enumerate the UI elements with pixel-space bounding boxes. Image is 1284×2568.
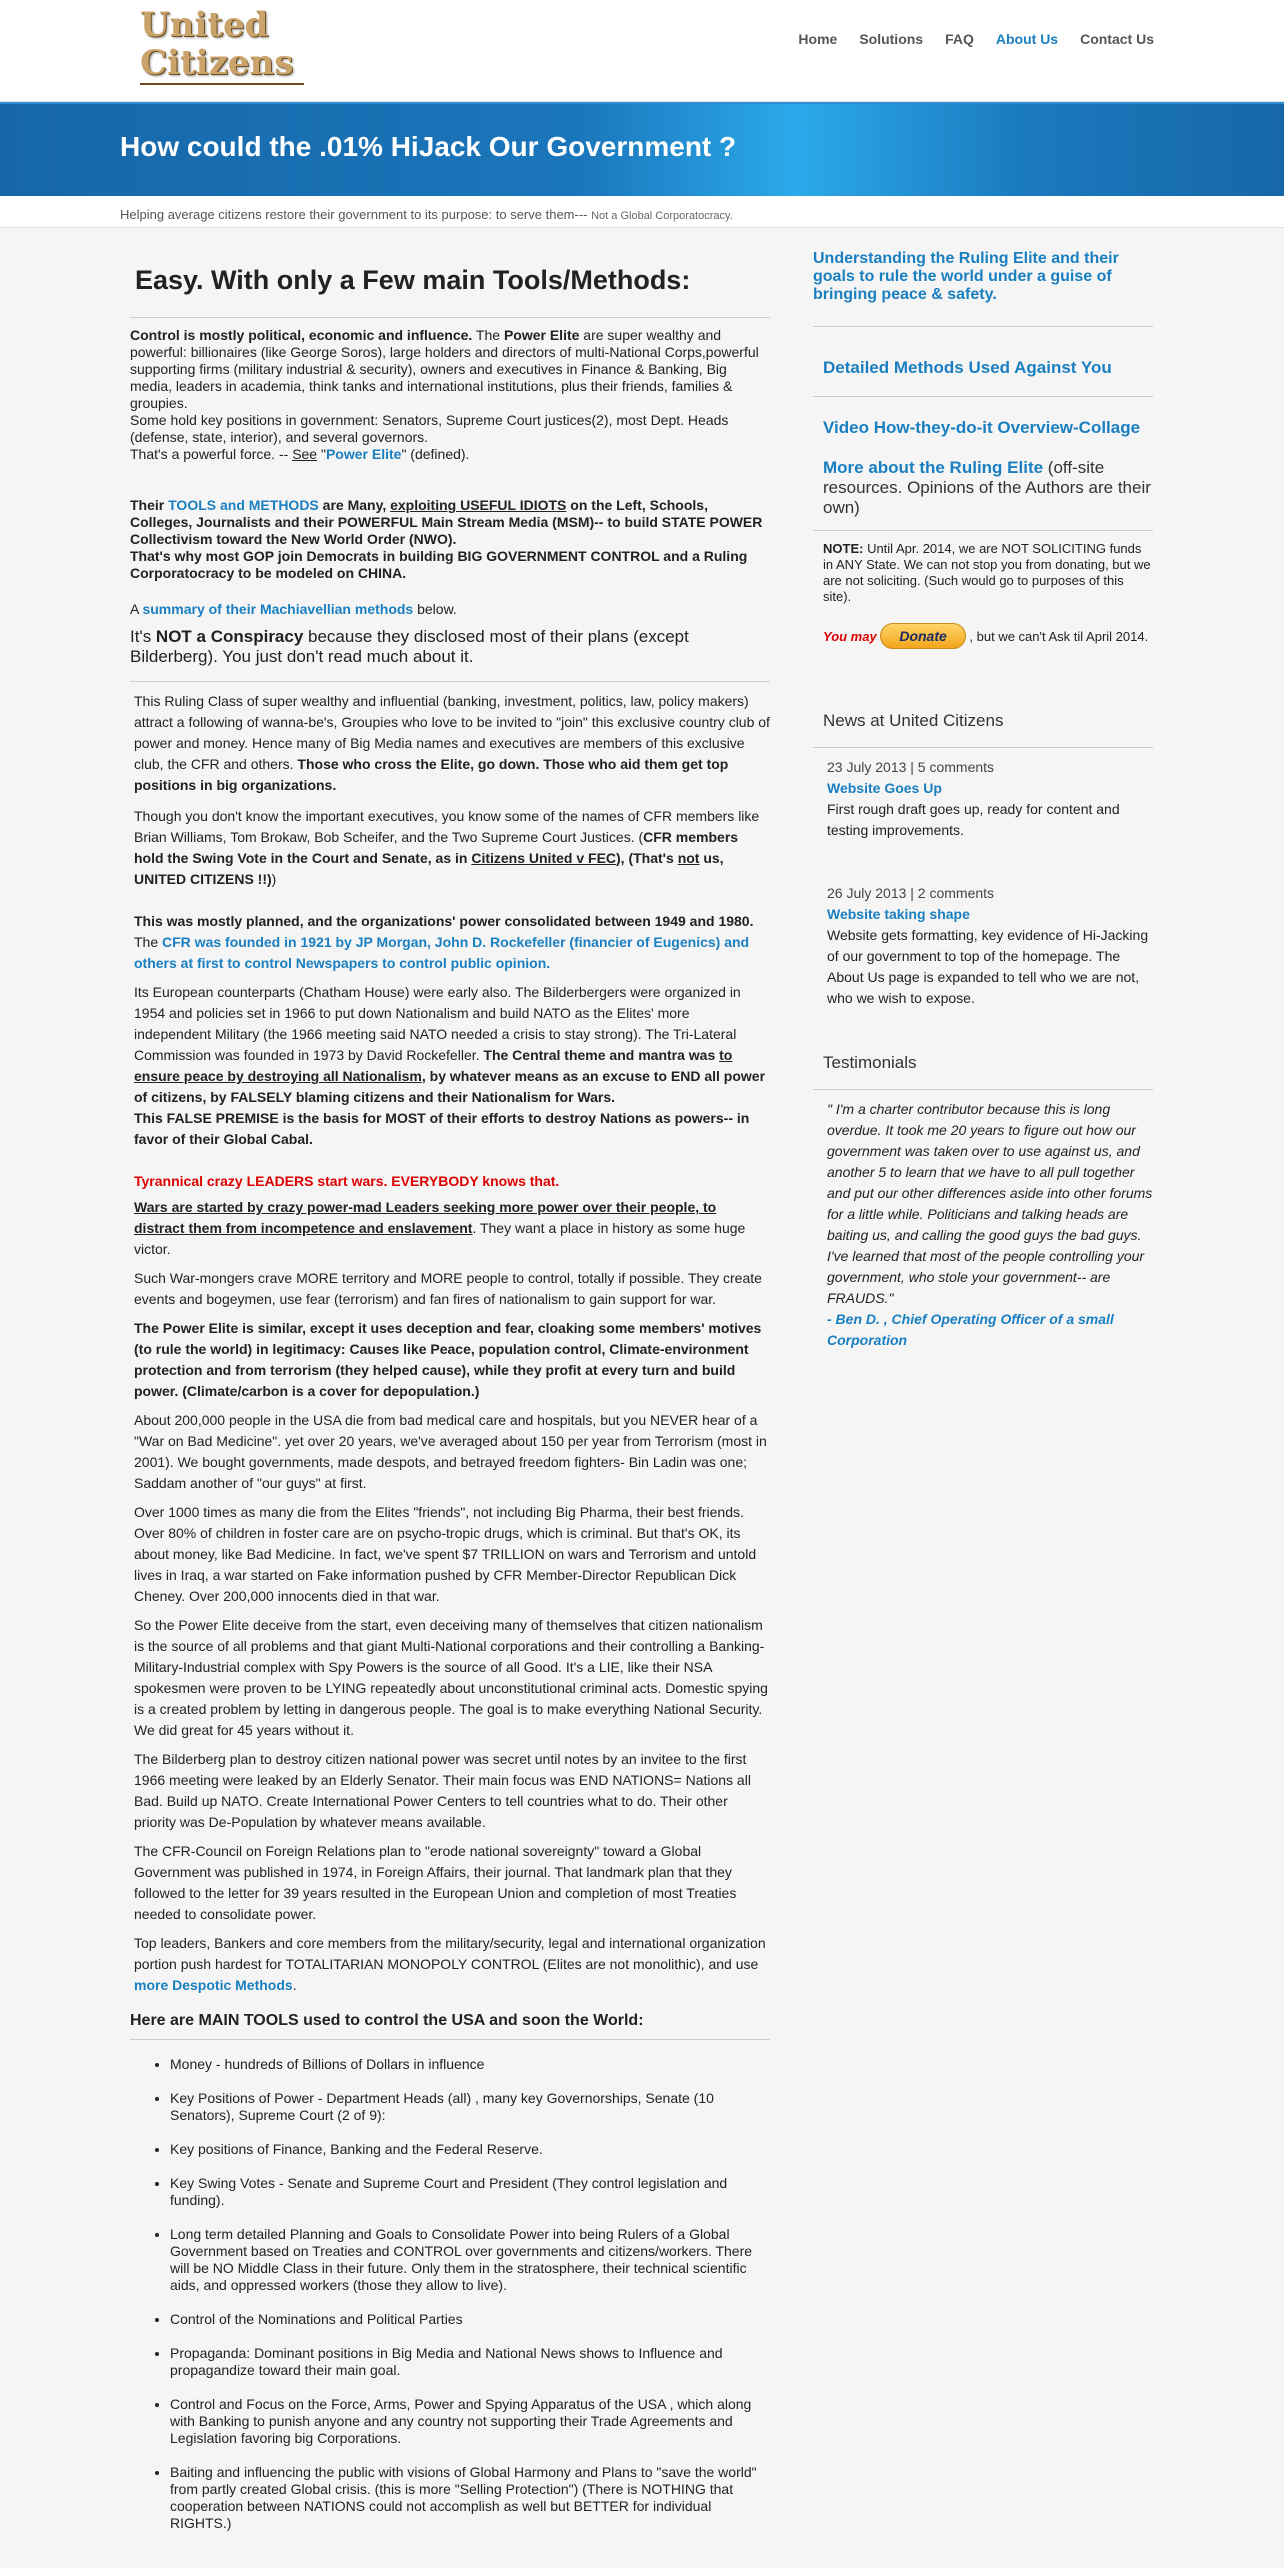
- testimonial: " I'm a charter contributor because this is long overdue. It took me 20 years to figure out how our government was taken over to use against us, and another 5 to learn that we have to all pull together and put our other differences aside into other forums for a little while. Politicians and talking heads are baiting us, and calling the good guys the bad guys. I've learned that most of the people controlling your government, who stole your government-- are FRAUDS." - Ben D. , Chief Operating Officer of a small Corporation: [813, 1099, 1153, 1351]
- divider: [130, 2039, 770, 2040]
- tools-methods-link[interactable]: TOOLS and METHODS: [168, 497, 319, 513]
- body-text: This Ruling Class of super wealthy and influential (banking, investment, politics, law, policy makers) attract a following of wanna-be's, Groupies who love to be invited to "join" this exclusive country club of power and money. Hence many of Big Media names and executives are members of this exclusive club, the CFR and others. Those who cross the Elite, go down. Those who aid them get top positions in big organizations. Though you don't know the important executives, you know some of the names of CFR members like Brian Williams, Tom Brokaw, Bob Scheifer, and the Two Supreme Court Justices. (CFR members hold the Swing Vote in the Court and Senate, as in Citizens United v FEC), (That's not us, UNITED CITIZENS !!)) This was mostly planned, and the organizations' power consolidated between 1949 and 1980. The CFR was founded in 1921 by JP Morgan, John D. Rockefeller (financier of Eugenics) and others at first to control Newspapers to control public opinion. Its European counterparts (Chatham House) were early also. The Bilderbergers were organized in 1954 and policies set in 1966 to put down Nationalism and build NATO as the Elites' more independent Military (the 1966 meeting said NATO needed a crisis to stay strong). The Tri-Lateral Commission was founded in 1973 by David Rockefeller. The Central theme and mantra was to ensure peace by destroying all Nationalism, by whatever means as an excuse to END all power of citizens, by FALSELY blaming citizens and their Nationalism for Wars. This FALSE PREMISE is the basis for MOST of their efforts to destroy Nations as powers-- in favor of their Global Cabal. Tyrannical crazy LEADERS start wars. EVERYBODY knows that. Wars are started by crazy power-mad Leaders seeking more power over their people, to distract them from incompetence and enslavement. They want a place in history as some huge victor. Such War-mongers crave MORE territory and MORE people to control, totally if possible. They create events and bogeymen, use fear (terrorism) and fan fires of nationalism to gain support for war. The Power Elite is similar, except it uses deception and fear, cloaking some members' motives (to rule the world) in legitimacy: Causes like Peace, population control, Climate-environment protection and from terrorism (they helped cause), while they profit at every turn and build power. (Climate/carbon is a cover for depopulation.) About 200,000 people in the USA die from bad medical care and hospitals, but you NEVER hear of a "War on Bad Medicine". yet over 20 years, we've averaged about 150 per year from Terrorism (most in 2001). We bought governments, made despots, and betrayed freedom fighters- Bin Ladin was one; Saddam another of "our guys" at first. Over 1000 times as many die from the Elites "friends", not including Big Pharma, their best friends. Over 80% of children in foster care are on psycho-tropic drugs, which is criminal. But that's OK, its about money, like Bad Medicine. In fact, we've spent $7 TRILLION on wars and Terrorism and untold lives in Iraq, a war started on Fake information pushed by CFR Member-Director Republican Dick Cheney. Over 200,000 innocents died in that war. So the Power Elite deceive from the start, even deceiving many of themselves that citizen nationalism is the source of all problems and that giant Multi-National corporations and their controlling a Banking-Military-Industrial complex with Spy Powers is the source of all Good. It's a LIE, like their NSA spokesmen were proven to be LYING repeatedly about unconstitutional criminal acts. Domestic spying is a created problem by letting in dangerous people. The goal is to make everything National Security. We did great for 45 years without it. The Bilderberg plan to destroy citizen national power was secret until notes by an invitee to the first 1966 meeting were leaked by an Elderly Senator. Their main focus was END NATIONS= Nations all Bad. Build up NATO. Create International Power Centers to tell countries what to do. Their other priority was De-Population by whatever means available. The CFR-Council on Foreign Relations plan to "erode national sovereignty" toward a Global Government was published in 1974, in Foreign Affairs, their journal. That landmark plan that they followed to the letter for 39 years resulted in the European Union and completion of most Treaties needed to consolidate power. Top leaders, Bankers and core members from the military/security, legal and international organization portion push hardest for TOTALITARIAN MONOPOLY CONTROL (Elites are not monolithic), and use more Despotic Methods.: [134, 693, 770, 1993]
- news-heading: News at United Citizens: [823, 711, 1004, 730]
- divider: [130, 317, 770, 318]
- testimonials-heading: Testimonials: [823, 1053, 917, 1072]
- news-item: 23 July 2013 | 5 comments Website Goes Up First rough draft goes up, ready for content and testing improvements.: [827, 759, 1120, 838]
- sidebar-heading: Understanding the Ruling Elite and their goals to rule the world under a guise of bringing peace & safety.: [813, 250, 1119, 303]
- summary-line: A summary of their Machiavellian methods below.: [130, 601, 457, 617]
- divider: [813, 1089, 1153, 1090]
- site-logo[interactable]: [140, 6, 308, 90]
- divider: [130, 681, 770, 682]
- list-item: • Key positions of Finance, Banking and the Federal Reserve.: [170, 2141, 770, 2158]
- detailed-methods-link[interactable]: Detailed Methods Used Against You: [823, 358, 1112, 377]
- tools-heading: Here are MAIN TOOLS used to control the USA and soon the World:: [130, 2012, 644, 2029]
- intro-paragraph: Control is mostly political, economic and influence. The Power Elite are super wealthy and powerful: billionaires (like George Soros), large holders and directors of multi-National Corps,powerful supporting firms (military industrial & security), owners and executives in Finance & Banking, Big media, leaders in academia, think tanks and international institutions, plus their friends, families & groupies. Some hold key positions in government: Senators, Supreme Court justices(2), most Dept. Heads (defense, state, interior), and several governors. That's a powerful force. -- See "Power Elite" (defined).: [130, 327, 759, 462]
- main-content: [130, 250, 770, 2549]
- list-item: • Money - hundreds of Billions of Dollars in influence: [170, 2056, 770, 2073]
- tagline: [120, 207, 733, 222]
- tools-list: [170, 2056, 770, 2532]
- testimonial-author: - Ben D. , Chief Operating Officer of a small Corporation: [827, 1311, 1114, 1348]
- divider: [813, 530, 1153, 531]
- funding-note: NOTE: Until Apr. 2014, we are NOT SOLICITING funds in ANY State. We can not stop you from donating, but we are not soliciting. (Such would go to purposes of this site).: [823, 541, 1151, 604]
- logo-line-2: Citizens: [140, 43, 294, 83]
- donate-block: You may Donate , but we can't Ask til April 2014.: [813, 623, 1153, 649]
- page-title: How could the .01% HiJack Our Government ?: [120, 131, 737, 162]
- nav-solutions[interactable]: Solutions: [859, 31, 924, 47]
- see-link[interactable]: See: [292, 446, 318, 462]
- donate-button[interactable]: Donate: [880, 623, 965, 649]
- list-item: • Key Swing Votes - Senate and Supreme Court and President (They control legislation and funding).: [170, 2175, 770, 2209]
- divider: [813, 326, 1153, 327]
- logo-underline: [140, 83, 304, 85]
- news-title-link[interactable]: Website taking shape: [827, 906, 970, 922]
- video-overview-link[interactable]: Video How-they-do-it Overview-Collage: [823, 418, 1141, 437]
- list-item: • Control of the Nominations and Political Parties: [170, 2311, 770, 2328]
- despotic-methods-link[interactable]: more Despotic Methods: [134, 1977, 293, 1993]
- cfr-founded-link[interactable]: CFR was founded in 1921 by JP Morgan, John D. Rockefeller (financier of Eugenics) and others at first to control Newspapers to control public opinion.: [134, 934, 750, 971]
- tagline-bar: [0, 196, 1284, 228]
- summary-link[interactable]: summary of their Machiavellian methods: [142, 601, 414, 617]
- list-item: • Key Positions of Power - Department Heads (all) , many key Governorships, Senate (10 Senators), Supreme Court (2 of 9):: [170, 2090, 770, 2124]
- nav-about-us[interactable]: About Us: [995, 31, 1059, 47]
- logo-line-1: United: [140, 5, 269, 45]
- list-item: • Baiting and influencing the public with visions of Global Harmony and Plans to "save the world" from partly created Global crisis. (this is more "Selling Protection") (There is NOTHING that cooperation between NATIONS could not accomplish as well but BETTER for individual RIGHTS.): [170, 2464, 770, 2532]
- nav-contact-us[interactable]: Contact Us: [1080, 31, 1154, 47]
- more-elite-block: More about the Ruling Elite (off-site resources. Opinions of the Authors are their own): [823, 458, 1151, 517]
- tools-paragraph: Their TOOLS and METHODS are Many, exploiting USEFUL IDIOTS on the Left, Schools, Colleges, Journalists and their POWERFUL Main Stream Media (MSM)-- to build STATE POWER Collectivism toward the New World Order (NWO). That's why most GOP join Democrats in building BIG GOVERNMENT CONTROL and a Ruling Corporatocracy to be modeled on CHINA.: [130, 497, 763, 581]
- power-elite-link[interactable]: Power Elite: [325, 446, 402, 462]
- conspiracy-line: It's NOT a Conspiracy because they disclosed most of their plans (except Bilderberg). You just don't read much about it.: [130, 627, 689, 666]
- main-heading: Easy. With only a Few main Tools/Methods:: [135, 265, 691, 295]
- list-item: • Control and Focus on the Force, Arms, Power and Spying Apparatus of the USA , which along with Banking to punish anyone and any country not supporting their Trade Agreements and Legislation favoring big Corporations.: [170, 2396, 770, 2447]
- list-item: • Propaganda: Dominant positions in Big Media and National News shows to Influence and propagandize toward their main goal.: [170, 2345, 770, 2379]
- nav-faq[interactable]: FAQ: [945, 31, 974, 47]
- more-elite-link[interactable]: More about the Ruling Elite: [823, 458, 1044, 477]
- nav-home[interactable]: Home: [798, 31, 838, 47]
- tagline-small: Not a Global Corporatocracy.: [591, 210, 733, 222]
- news-item: 26 July 2013 | 2 comments Website taking shape Website gets formatting, key evidence of Hi-Jacking of our government to top of the homepage. The About Us page is expanded to tell who we are not, who we wish to expose.: [827, 885, 1149, 1006]
- divider: [813, 396, 1153, 397]
- site-header: [0, 0, 1284, 102]
- you-may-label: You may: [823, 629, 877, 644]
- page-banner: [0, 102, 1284, 196]
- tagline-text: Helping average citizens restore their government to its purpose: to serve them---: [120, 207, 592, 222]
- sidebar: [813, 250, 1153, 1351]
- divider: [813, 747, 1153, 748]
- main-nav: [776, 31, 1154, 47]
- news-title-link[interactable]: Website Goes Up: [827, 780, 942, 796]
- list-item: • Long term detailed Planning and Goals to Consolidate Power into being Rulers of a Global Government based on Treaties and CONTROL over governments and citizens/workers. There will be NO Middle Class in their future. Only them in the stratosphere, their technical scientific aids, and oppressed workers (those they allow to live).: [170, 2226, 770, 2294]
